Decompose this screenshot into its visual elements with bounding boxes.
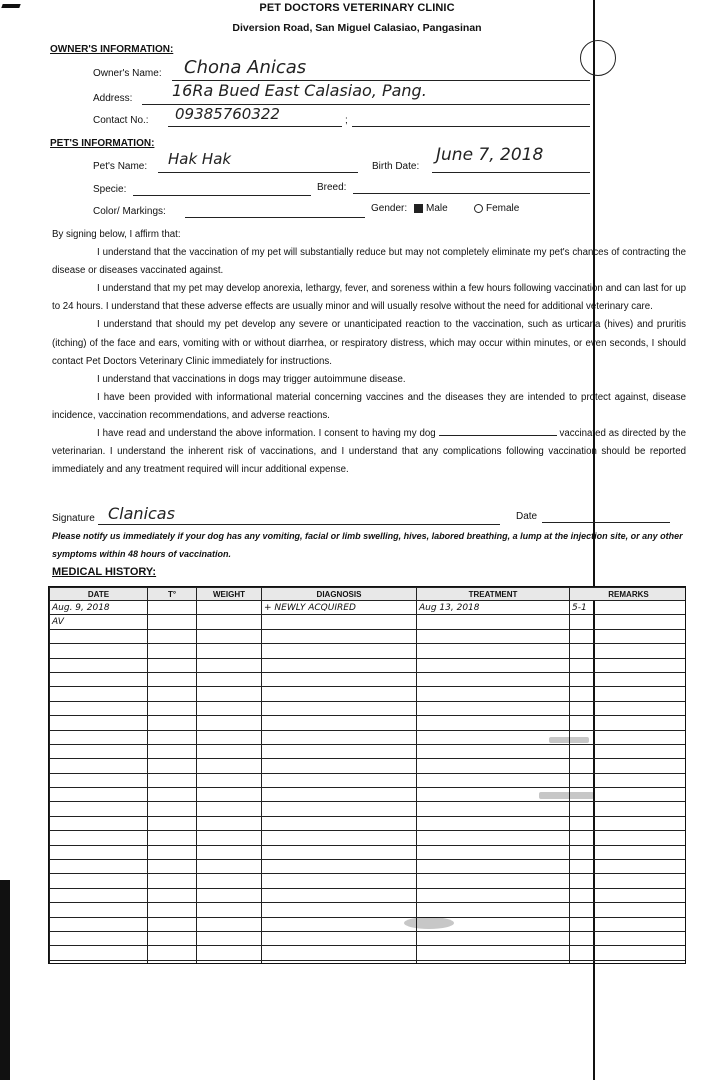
table-cell[interactable] bbox=[148, 888, 197, 902]
table-cell[interactable] bbox=[197, 960, 262, 964]
scan-smudge bbox=[404, 917, 454, 929]
clinic-address: Diversion Road, San Miguel Calasiao, Pangasinan bbox=[232, 22, 482, 34]
table-cell[interactable] bbox=[50, 730, 148, 744]
male-checkbox[interactable] bbox=[414, 204, 423, 213]
table-row bbox=[50, 629, 687, 643]
table-cell[interactable] bbox=[417, 831, 570, 845]
clinic-name: PET DOCTORS VETERINARY CLINIC bbox=[259, 2, 455, 14]
table-cell[interactable] bbox=[262, 701, 417, 715]
birth-date-line bbox=[432, 172, 590, 173]
table-cell[interactable] bbox=[417, 759, 570, 773]
table-cell[interactable] bbox=[417, 629, 570, 643]
table-row bbox=[50, 931, 687, 945]
table-cell[interactable] bbox=[50, 874, 148, 888]
table-cell[interactable] bbox=[570, 960, 687, 964]
pet-section-title: PET'S INFORMATION: bbox=[50, 138, 155, 149]
table-cell[interactable] bbox=[262, 658, 417, 672]
table-cell[interactable] bbox=[570, 874, 687, 888]
table-cell[interactable] bbox=[50, 687, 148, 701]
table-cell[interactable] bbox=[197, 931, 262, 945]
column-header-treatment: TREATMENT bbox=[417, 588, 570, 601]
table-cell[interactable] bbox=[570, 701, 687, 715]
gender-male-option[interactable] bbox=[414, 203, 448, 214]
table-cell[interactable] bbox=[50, 644, 148, 658]
table-cell[interactable] bbox=[570, 831, 687, 845]
gender-male-text: Male bbox=[426, 203, 448, 214]
table-cell[interactable] bbox=[262, 874, 417, 888]
table-row bbox=[50, 917, 687, 931]
table-cell[interactable] bbox=[262, 903, 417, 917]
gender-label: Gender: bbox=[371, 203, 408, 214]
consent-p5: I have been provided with informational material concerning vaccines and the diseases they are intended to protect against, disease incidence, vaccination recommendations, and adverse reactions. bbox=[52, 391, 686, 421]
table-cell[interactable] bbox=[570, 888, 687, 902]
handwritten-circle-mark bbox=[580, 40, 616, 76]
table-cell[interactable] bbox=[262, 946, 417, 960]
table-cell[interactable] bbox=[197, 716, 262, 730]
column-header-temperature: T° bbox=[148, 588, 197, 601]
table-cell[interactable] bbox=[262, 744, 417, 758]
table-cell[interactable] bbox=[570, 716, 687, 730]
table-cell[interactable] bbox=[148, 730, 197, 744]
consent-p6-b: vaccinated as directed by the veterinarian. I understand the inherent risk of vaccinations, and I understand that any complications following vaccination should be reported immediately and any treatment required will incur additional expense. bbox=[52, 428, 686, 476]
table-cell[interactable] bbox=[197, 744, 262, 758]
address-label: Address: bbox=[93, 93, 133, 104]
table-cell[interactable] bbox=[262, 672, 417, 686]
table-cell[interactable] bbox=[417, 874, 570, 888]
table-cell[interactable] bbox=[197, 788, 262, 802]
contact-line-2 bbox=[352, 126, 590, 127]
pet-name-label: Pet's Name: bbox=[93, 161, 148, 172]
table-cell[interactable] bbox=[417, 860, 570, 874]
table-cell[interactable] bbox=[197, 658, 262, 672]
table-row bbox=[50, 701, 687, 715]
table-cell[interactable] bbox=[148, 615, 197, 629]
table-cell[interactable] bbox=[417, 903, 570, 917]
table-row bbox=[50, 773, 687, 787]
table-cell[interactable] bbox=[417, 888, 570, 902]
table-cell[interactable] bbox=[417, 744, 570, 758]
table-cell[interactable] bbox=[50, 831, 148, 845]
table-cell[interactable] bbox=[570, 644, 687, 658]
table-cell[interactable] bbox=[417, 716, 570, 730]
breed-line bbox=[353, 193, 590, 194]
table-cell[interactable] bbox=[262, 716, 417, 730]
table-cell[interactable] bbox=[262, 917, 417, 931]
gender-female-text: Female bbox=[486, 203, 520, 214]
table-cell[interactable] bbox=[262, 860, 417, 874]
table-row bbox=[50, 687, 687, 701]
consent-p4: I understand that vaccinations in dogs may trigger autoimmune disease. bbox=[97, 373, 406, 385]
consent-intro: By signing below, I affirm that: bbox=[52, 229, 181, 240]
dog-name-blank[interactable] bbox=[439, 435, 557, 436]
table-cell[interactable] bbox=[50, 917, 148, 931]
table-cell[interactable] bbox=[570, 860, 687, 874]
table-cell[interactable] bbox=[197, 701, 262, 715]
table-cell[interactable] bbox=[417, 701, 570, 715]
table-cell[interactable] bbox=[262, 615, 417, 629]
table-cell[interactable] bbox=[50, 773, 148, 787]
table-row bbox=[50, 816, 687, 830]
table-cell[interactable] bbox=[148, 903, 197, 917]
table-row bbox=[50, 845, 687, 859]
table-cell[interactable] bbox=[570, 629, 687, 643]
gender-female-option[interactable] bbox=[474, 203, 519, 214]
table-cell[interactable] bbox=[148, 701, 197, 715]
table-cell[interactable] bbox=[50, 816, 148, 830]
table-cell[interactable] bbox=[417, 615, 570, 629]
table-cell[interactable] bbox=[197, 845, 262, 859]
table-cell[interactable] bbox=[50, 701, 148, 715]
table-cell[interactable] bbox=[197, 816, 262, 830]
table-cell[interactable] bbox=[262, 831, 417, 845]
table-cell[interactable] bbox=[50, 629, 148, 643]
color-line bbox=[185, 217, 365, 218]
table-cell[interactable] bbox=[148, 845, 197, 859]
table-cell[interactable] bbox=[148, 860, 197, 874]
table-row bbox=[50, 730, 687, 744]
birth-date-label: Birth Date: bbox=[372, 161, 420, 172]
table-cell[interactable] bbox=[570, 744, 687, 758]
table-cell[interactable] bbox=[148, 744, 197, 758]
consent-p2: I understand that my pet may develop anorexia, lethargy, fever, and soreness within a few hours following vaccination and can last for up to 24 hours. I understand that these adverse effects are usually minor and will usually resolve without the need for additional veterinary care. bbox=[52, 283, 686, 313]
table-cell[interactable] bbox=[50, 658, 148, 672]
table-cell[interactable]: 5-1 bbox=[570, 601, 687, 615]
column-header-weight: WEIGHT bbox=[197, 588, 262, 601]
table-cell[interactable] bbox=[197, 860, 262, 874]
table-header-row bbox=[50, 588, 687, 601]
table-row bbox=[50, 802, 687, 816]
table-cell[interactable] bbox=[417, 946, 570, 960]
table-cell[interactable] bbox=[262, 888, 417, 902]
table-cell[interactable] bbox=[417, 658, 570, 672]
table-cell[interactable] bbox=[197, 759, 262, 773]
table-cell[interactable] bbox=[50, 759, 148, 773]
birth-date-value: June 7, 2018 bbox=[436, 145, 544, 165]
table-cell[interactable] bbox=[148, 644, 197, 658]
table-cell[interactable] bbox=[570, 759, 687, 773]
table-cell[interactable] bbox=[570, 816, 687, 830]
table-cell[interactable] bbox=[50, 903, 148, 917]
table-cell[interactable] bbox=[148, 629, 197, 643]
table-row bbox=[50, 744, 687, 758]
table-cell[interactable] bbox=[50, 860, 148, 874]
table-cell[interactable] bbox=[570, 672, 687, 686]
owner-section-title: OWNER'S INFORMATION: bbox=[50, 44, 174, 55]
table-cell[interactable] bbox=[148, 601, 197, 615]
table-cell[interactable] bbox=[50, 802, 148, 816]
table-cell[interactable] bbox=[197, 946, 262, 960]
owner-name-label: Owner's Name: bbox=[93, 68, 162, 79]
table-cell[interactable] bbox=[148, 672, 197, 686]
medical-history-table bbox=[48, 586, 686, 964]
table-row bbox=[50, 960, 687, 964]
symptoms-notice: Please notify us immediately if your dog has any vomiting, facial or limb swelling, hives, labored breathing, a lump at the injection site, or any other symptoms within 48 hours of vaccination. bbox=[52, 531, 683, 559]
table-cell[interactable] bbox=[570, 687, 687, 701]
consent-p6 bbox=[52, 425, 686, 479]
table-cell[interactable] bbox=[197, 773, 262, 787]
table-cell[interactable] bbox=[570, 903, 687, 917]
contact-separator: ; bbox=[345, 115, 348, 126]
table-cell[interactable] bbox=[262, 960, 417, 964]
table-row bbox=[50, 615, 687, 629]
table-cell[interactable] bbox=[148, 802, 197, 816]
table-cell[interactable] bbox=[570, 658, 687, 672]
table-cell[interactable] bbox=[148, 946, 197, 960]
table-cell[interactable] bbox=[50, 888, 148, 902]
table-cell[interactable] bbox=[570, 931, 687, 945]
table-cell[interactable] bbox=[417, 845, 570, 859]
column-header-remarks: REMARKS bbox=[570, 588, 687, 601]
signature-label: Signature bbox=[52, 513, 95, 524]
pet-name-value: Hak Hak bbox=[168, 150, 232, 168]
table-cell[interactable] bbox=[262, 788, 417, 802]
table-cell[interactable] bbox=[50, 931, 148, 945]
table-cell[interactable] bbox=[50, 672, 148, 686]
table-row bbox=[50, 759, 687, 773]
contact-line bbox=[168, 126, 342, 127]
table-cell[interactable] bbox=[262, 845, 417, 859]
pet-name-line bbox=[158, 172, 358, 173]
breed-label: Breed: bbox=[317, 182, 347, 193]
signature-line bbox=[98, 524, 500, 525]
table-cell[interactable] bbox=[197, 601, 262, 615]
table-cell[interactable] bbox=[197, 903, 262, 917]
table-cell[interactable] bbox=[417, 687, 570, 701]
table-cell[interactable] bbox=[570, 615, 687, 629]
table-cell[interactable] bbox=[262, 644, 417, 658]
table-cell[interactable]: AV bbox=[50, 615, 148, 629]
table-cell[interactable] bbox=[417, 644, 570, 658]
table-cell[interactable] bbox=[50, 744, 148, 758]
table-row bbox=[50, 672, 687, 686]
color-label: Color/ Markings: bbox=[93, 206, 166, 217]
consent-text bbox=[52, 226, 686, 479]
table-row bbox=[50, 903, 687, 917]
contact-value: 09385760322 bbox=[175, 105, 280, 123]
table-cell[interactable] bbox=[148, 917, 197, 931]
table-row bbox=[50, 860, 687, 874]
table-cell[interactable] bbox=[50, 788, 148, 802]
table-row bbox=[50, 888, 687, 902]
table-cell[interactable] bbox=[148, 687, 197, 701]
table-cell[interactable] bbox=[417, 931, 570, 945]
scan-smudge bbox=[549, 737, 589, 743]
table-cell[interactable] bbox=[148, 759, 197, 773]
table-cell[interactable] bbox=[197, 888, 262, 902]
table-cell[interactable]: + NEWLY ACQUIRED bbox=[262, 601, 417, 615]
table-cell[interactable] bbox=[417, 816, 570, 830]
table-cell[interactable] bbox=[148, 788, 197, 802]
table-cell[interactable] bbox=[262, 802, 417, 816]
table-cell[interactable] bbox=[148, 816, 197, 830]
table-cell[interactable] bbox=[197, 802, 262, 816]
table-cell[interactable] bbox=[148, 773, 197, 787]
table-cell[interactable] bbox=[197, 831, 262, 845]
table-row bbox=[50, 644, 687, 658]
table-cell[interactable] bbox=[197, 874, 262, 888]
table-cell[interactable] bbox=[262, 730, 417, 744]
table-cell[interactable] bbox=[570, 802, 687, 816]
table-cell[interactable] bbox=[570, 845, 687, 859]
date-label: Date bbox=[516, 511, 538, 522]
table-cell[interactable] bbox=[417, 773, 570, 787]
scan-edge-shadow bbox=[0, 880, 10, 1080]
table-cell[interactable]: Aug. 9, 2018 bbox=[50, 601, 148, 615]
contact-label: Contact No.: bbox=[93, 115, 149, 126]
table-cell[interactable]: Aug 13, 2018 bbox=[417, 601, 570, 615]
table-cell[interactable] bbox=[197, 687, 262, 701]
table-cell[interactable] bbox=[417, 730, 570, 744]
column-header-date: DATE bbox=[50, 588, 148, 601]
table-cell[interactable] bbox=[197, 644, 262, 658]
table-row bbox=[50, 946, 687, 960]
table-row bbox=[50, 831, 687, 845]
signature-value: Clanicas bbox=[108, 504, 175, 523]
table-cell[interactable] bbox=[50, 960, 148, 964]
table-cell[interactable] bbox=[148, 831, 197, 845]
table-row bbox=[50, 716, 687, 730]
consent-p3: I understand that should my pet develop any severe or unanticipated reaction to the vaccination, such as urticaria (hives) and pruritis (itching) of the face and ears, vomiting with or without diarrhea, or respiratory distress, which may occur within minutes, or even seconds, I should contact Pet Doctors Veterinary Clinic immediately for instructions. bbox=[52, 319, 686, 367]
scan-smudge bbox=[539, 792, 594, 799]
table-cell[interactable] bbox=[148, 658, 197, 672]
table-cell[interactable] bbox=[417, 802, 570, 816]
table-cell[interactable] bbox=[417, 960, 570, 964]
table-cell[interactable] bbox=[148, 960, 197, 964]
consent-p1: I understand that the vaccination of my pet will substantially reduce but may not completely eliminate my pet's chances of contracting the disease or diseases vaccinated against. bbox=[52, 247, 686, 277]
table-cell[interactable] bbox=[262, 773, 417, 787]
medical-history-body bbox=[50, 601, 687, 965]
table-cell[interactable] bbox=[197, 672, 262, 686]
table-cell[interactable] bbox=[262, 759, 417, 773]
table-cell[interactable] bbox=[50, 716, 148, 730]
date-line bbox=[542, 522, 670, 523]
specie-line bbox=[133, 195, 311, 196]
table-cell[interactable] bbox=[197, 629, 262, 643]
table-cell[interactable] bbox=[262, 816, 417, 830]
consent-p6-a: I have read and understand the above information. I consent to having my dog bbox=[97, 428, 436, 440]
table-cell[interactable] bbox=[262, 687, 417, 701]
specie-label: Specie: bbox=[93, 184, 127, 195]
table-cell[interactable] bbox=[262, 931, 417, 945]
female-checkbox[interactable] bbox=[474, 204, 483, 213]
table-cell[interactable] bbox=[148, 931, 197, 945]
table-cell[interactable] bbox=[50, 845, 148, 859]
table-cell[interactable] bbox=[262, 629, 417, 643]
table-cell[interactable] bbox=[570, 946, 687, 960]
table-cell[interactable] bbox=[50, 946, 148, 960]
table-row bbox=[50, 874, 687, 888]
table-cell[interactable] bbox=[570, 917, 687, 931]
table-cell[interactable] bbox=[148, 716, 197, 730]
address-value: 16Ra Bued East Calasiao, Pang. bbox=[172, 81, 427, 100]
table-cell[interactable] bbox=[148, 874, 197, 888]
table-cell[interactable] bbox=[197, 730, 262, 744]
owner-name-value: Chona Anicas bbox=[184, 57, 307, 78]
medical-history-title: MEDICAL HISTORY: bbox=[52, 566, 157, 578]
table-row bbox=[50, 658, 687, 672]
table-row bbox=[50, 601, 687, 615]
table-cell[interactable] bbox=[197, 615, 262, 629]
medical-history-grid bbox=[49, 587, 686, 964]
table-cell[interactable] bbox=[197, 917, 262, 931]
column-header-diagnosis: DIAGNOSIS bbox=[262, 588, 417, 601]
table-cell[interactable] bbox=[417, 672, 570, 686]
table-cell[interactable] bbox=[570, 773, 687, 787]
